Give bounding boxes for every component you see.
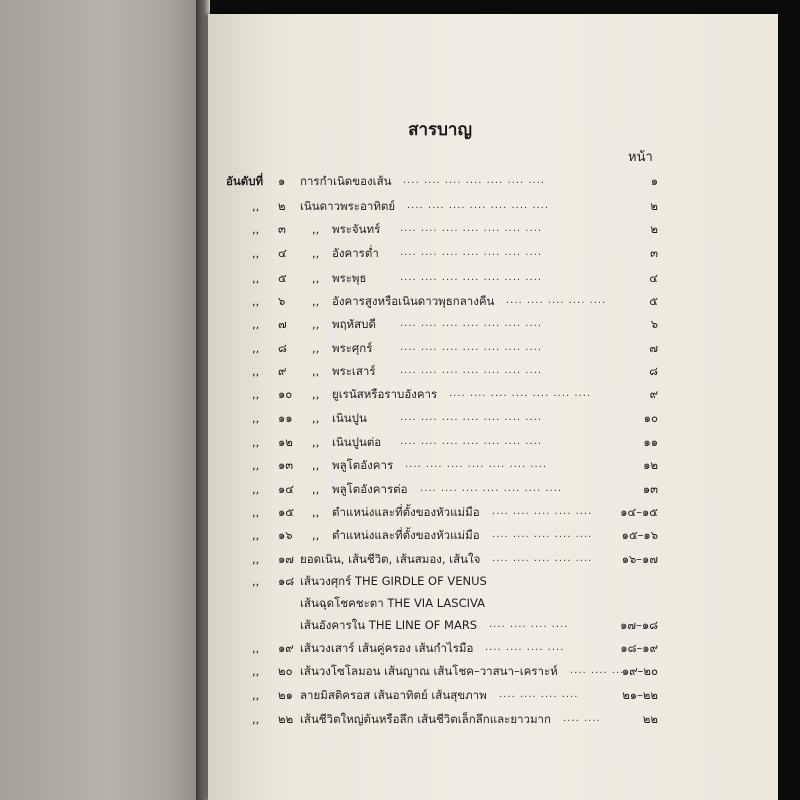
toc-entry [0,549,800,569]
entry-number: ๗ [278,317,287,331]
leader-dots: .... .... .... .... .... .... .... [400,223,543,234]
entry-number: ๙ [278,364,287,378]
toc-entry [0,171,800,191]
entry-title: พระพุธ [332,271,367,285]
page-number: ๑๐ [643,411,658,425]
toc-entry [0,243,800,263]
entry-number: ๒๒ [278,712,294,726]
ditto-mark: ,, [252,482,260,496]
page-number: ๑๓ [642,482,658,496]
page-number: ๖ [650,317,658,331]
entry-number: ๔ [278,246,287,260]
leader-dots: .... .... .... .... .... [492,529,593,540]
toc-entry [0,314,800,334]
toc-entry [0,638,800,658]
ditto-mark: ,, [252,712,260,726]
sub-ditto-mark: ,, [312,271,320,285]
entry-title: เส้นวงศุกร์ THE GIRDLE OF VENUS [300,574,487,588]
page-number: ๙ [649,387,658,401]
entry-number: ๘ [278,341,287,355]
toc-entry [0,479,800,499]
leader-dots: .... .... .... .... [499,689,579,700]
entry-number: ๑๙ [278,641,294,655]
entry-title: ตำแหน่งและที่ตั้งของหัวแม่มือ [332,528,480,542]
page-number: ๑๖–๑๗ [621,552,658,566]
ditto-mark: ,, [252,271,260,285]
sub-ditto-mark: ,, [312,528,320,542]
leader-dots: .... .... .... .... .... .... .... [400,365,543,376]
entry-title: เนินดาวพระอาทิตย์ [300,199,396,213]
toc-entry [0,502,800,522]
entry-title: เส้นฉุดโชคชะตา THE VIA LASCIVA [300,596,485,610]
toc-entry [0,219,800,239]
toc-entry [0,571,800,591]
sub-ditto-mark: ,, [312,222,320,236]
entry-title: ตำแหน่งและที่ตั้งของหัวแม่มือ [332,505,480,519]
entry-title: เนินปูนต่อ [332,435,382,449]
page-number: ๑๕–๑๖ [621,528,658,542]
leader-dots: .... .... [563,713,601,724]
ditto-mark: ,, [252,435,260,449]
page-number: ๕ [649,294,658,308]
toc-entry [0,291,800,311]
entry-title: ยูเรนัสหรือราบอังคาร [332,387,438,401]
entry-title: พลูโตอังคาร [332,458,394,472]
toc-entry [0,268,800,288]
entry-title: พฤหัสบดี [332,317,376,331]
leader-dots: .... .... .... .... .... .... .... [403,175,546,186]
page-number: ๒ [650,199,658,213]
entry-number: ๑๕ [278,505,295,519]
ditto-mark: ,, [252,411,260,425]
ditto-mark: ,, [252,552,260,566]
leader-dots: .... .... .... .... .... [492,553,593,564]
page-number: ๒๒ [642,712,658,726]
page-title: สารบาญ [408,120,472,140]
toc-entry [0,361,800,381]
sub-ditto-mark: ,, [312,458,320,472]
entry-number: ๒๐ [278,664,293,678]
sub-ditto-mark: ,, [312,246,320,260]
toc-entry [0,685,800,705]
entry-number: ๑๒ [278,435,293,449]
toc-entry [0,615,800,635]
page-number: ๑๔–๑๕ [620,505,658,519]
entry-number: ๖ [278,294,286,308]
entry-number: ๕ [278,271,287,285]
toc-entry [0,661,800,681]
ditto-mark: ,, [252,664,260,678]
page-number: ๑๗–๑๘ [620,618,658,632]
leader-dots: .... .... .... .... .... .... .... [400,436,543,447]
page-number: ๑๘–๑๙ [620,641,658,655]
sub-ditto-mark: ,, [312,364,320,378]
leader-dots: .... .... .... .... .... .... .... [400,342,543,353]
sub-ditto-mark: ,, [312,505,320,519]
ditto-mark: ,, [252,222,260,236]
leader-dots: .... .... .... .... .... .... .... [400,412,543,423]
leader-dots: .... .... .... .... .... .... .... [400,318,543,329]
page-number: ๗ [649,341,658,355]
leader-dots: .... .... .... [570,665,629,676]
toc-entry [0,593,800,613]
ditto-mark: ,, [252,364,260,378]
entry-title: อังคารสูงหรือเนินดาวพุธกลางคืน [332,294,495,308]
entry-title: พระศุกร์ [332,341,373,355]
sub-ditto-mark: ,, [312,294,320,308]
entry-title: ยอดเนิน, เส้นชีวิต, เส้นสมอง, เส้นใจ [300,552,481,566]
entry-number: ๑๓ [278,458,294,472]
entry-title: การกำเนิดของเส้น [300,174,392,188]
ditto-mark: ,, [252,199,260,213]
leader-dots: .... .... .... .... [489,619,569,630]
leader-dots: .... .... .... .... .... .... .... [449,388,592,399]
entry-number: ๑๑ [278,411,293,425]
page-number: ๑๒ [643,458,658,472]
page-number: ๘ [649,364,658,378]
entry-title: อังคารต่ำ [332,246,379,260]
sub-ditto-mark: ,, [312,341,320,355]
entry-number: ๑๖ [278,528,293,542]
entry-number: ๒๑ [278,688,293,702]
entry-title: พระเสาร์ [332,364,376,378]
toc-entry [0,455,800,475]
leader-dots: .... .... .... .... .... .... .... [405,459,548,470]
entry-title: ลายมิสติครอส เส้นอาทิตย์ เส้นสุขภาพ [300,688,487,702]
sub-ditto-mark: ,, [312,411,320,425]
ditto-mark: ,, [252,387,260,401]
leader-dots: .... .... .... .... .... [506,295,607,306]
ditto-mark: ,, [252,294,260,308]
entry-title: พระจันทร์ [332,222,381,236]
entry-title: เส้นอังคารใน THE LINE OF MARS [300,618,478,632]
toc-entry [0,709,800,729]
toc-entry [0,384,800,404]
toc-entry [0,338,800,358]
ditto-mark: ,, [252,341,260,355]
page-number: ๑๙–๒๐ [621,664,658,678]
ditto-mark: ,, [252,641,260,655]
sub-ditto-mark: ,, [312,435,320,449]
sub-ditto-mark: ,, [312,387,320,401]
entry-number: ๑๗ [278,552,294,566]
toc-entry [0,196,800,216]
entry-number: ๑๐ [278,387,293,401]
entry-number: ๑ [278,174,286,188]
entry-title: เส้นวงโซโลมอน เส้นญาณ เส้นโชค–วาสนา–เคราะห์ [300,664,558,678]
leader-dots: .... .... .... .... .... .... .... [407,200,550,211]
ditto-mark: ,, [252,528,260,542]
toc-entry [0,525,800,545]
entry-prefix: อันดับที่ [226,174,264,188]
ditto-mark: ,, [252,505,260,519]
entry-number: ๓ [278,222,286,236]
sub-ditto-mark: ,, [312,317,320,331]
entry-number: ๑๔ [278,482,295,496]
toc-entry [0,408,800,428]
entry-number: ๑๘ [278,574,295,588]
page-number: ๑๑ [643,435,658,449]
page-number: ๒ [650,222,658,236]
leader-dots: .... .... .... .... [485,642,565,653]
entry-title: เส้นวงเสาร์ เส้นคู่ครอง เส้นกำไรมือ [300,641,474,655]
leader-dots: .... .... .... .... .... .... .... [400,272,543,283]
entry-title: เนินปูน [332,411,367,425]
ditto-mark: ,, [252,317,260,331]
page-number: ๑ [650,174,658,188]
entry-title: เส้นชีวิตใหญ่ต้นหรือลึก เส้นชีวิตเล็กลึกและยาวมาก [300,712,551,726]
ditto-mark: ,, [252,574,260,588]
ditto-mark: ,, [252,688,260,702]
leader-dots: .... .... .... .... .... .... .... [400,247,543,258]
ditto-mark: ,, [252,458,260,472]
page-column-label: หน้า [628,150,653,165]
entry-number: ๒ [278,199,286,213]
sub-ditto-mark: ,, [312,482,320,496]
toc-entry [0,432,800,452]
entry-title: พลูโตอังคารต่อ [332,482,408,496]
page-number: ๓ [650,246,658,260]
page-number: ๒๑–๒๒ [622,688,658,702]
leader-dots: .... .... .... .... .... .... .... [420,483,563,494]
ditto-mark: ,, [252,246,260,260]
page-number: ๔ [649,271,658,285]
leader-dots: .... .... .... .... .... [492,506,593,517]
